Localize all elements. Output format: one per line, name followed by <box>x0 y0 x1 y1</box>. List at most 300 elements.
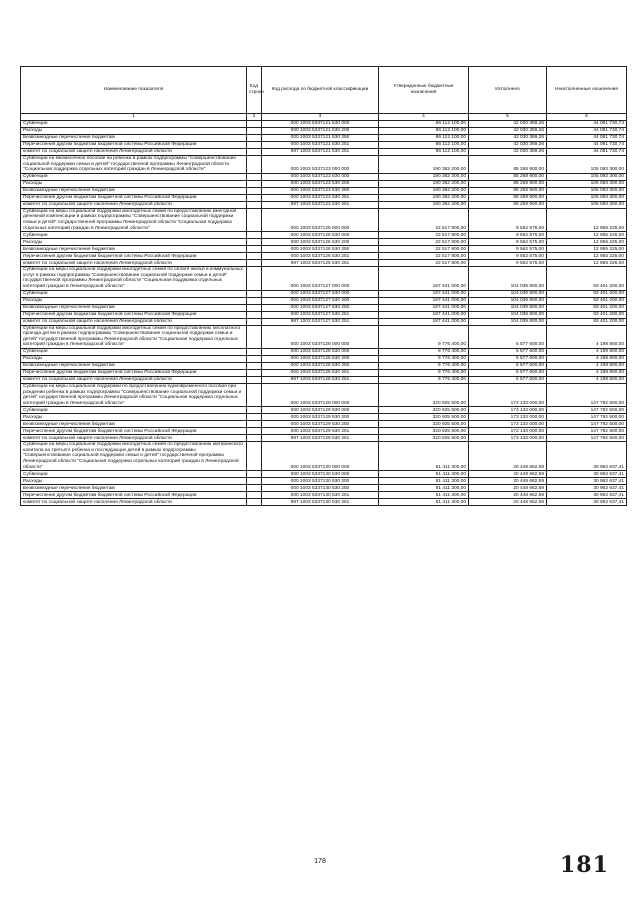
row-line-code <box>247 201 262 208</box>
table-row <box>21 232 627 239</box>
page-number: 178 <box>314 858 326 865</box>
row-approved: 9 776 400,00 <box>379 348 469 355</box>
table-row <box>21 442 627 471</box>
table-row <box>21 304 627 311</box>
row-line-code <box>247 478 262 485</box>
budget-execution-table <box>20 66 627 506</box>
table-row <box>21 253 627 260</box>
row-budget-code: 987 1003 5337121 530 251 <box>262 149 379 156</box>
row-approved: 190 362 200,00 <box>379 156 469 174</box>
row-unexecuted: 4 198 800,00 <box>547 325 627 348</box>
row-approved: 9 776 400,00 <box>379 325 469 348</box>
row-executed: 20 448 662,59 <box>469 442 547 471</box>
row-line-code <box>247 208 262 231</box>
row-name: Безвозмездные перечисления бюджетам <box>21 304 247 311</box>
row-unexecuted: 44 081 730,74 <box>547 135 627 142</box>
row-line-code <box>247 173 262 180</box>
row-approved: 51 411 300,00 <box>379 499 469 506</box>
column-number: 3 <box>262 114 379 121</box>
row-name: Субвенции <box>21 348 247 355</box>
row-unexecuted: 44 081 730,74 <box>547 149 627 156</box>
table-row <box>21 311 627 318</box>
row-budget-code: 000 1003 5337126 530 200 <box>262 239 379 246</box>
row-budget-code: 000 1003 5337126 530 251 <box>262 253 379 260</box>
header-unexecuted: Неисполненные назначения <box>547 67 627 114</box>
row-executed: 9 562 575,00 <box>469 232 547 239</box>
row-unexecuted: 12 955 225,00 <box>547 232 627 239</box>
row-unexecuted: 30 962 637,41 <box>547 499 627 506</box>
row-budget-code: 000 1003 5337129 000 000 <box>262 383 379 406</box>
row-name: Расходы <box>21 297 247 304</box>
table-row <box>21 128 627 135</box>
row-line-code <box>247 239 262 246</box>
row-budget-code: 000 1003 5337128 530 250 <box>262 362 379 369</box>
table-row <box>21 435 627 442</box>
row-approved: 187 441 000,00 <box>379 318 469 325</box>
row-executed: 42 030 369,26 <box>469 149 547 156</box>
row-budget-code: 000 1003 5337128 000 000 <box>262 325 379 348</box>
row-line-code <box>247 194 262 201</box>
header-line-code: Код строки <box>247 67 262 114</box>
table-row <box>21 142 627 149</box>
row-name: Субвенции <box>21 173 247 180</box>
row-name: Перечисления другим бюджетам бюджетной системы Российской Федерации <box>21 253 247 260</box>
table-row <box>21 156 627 174</box>
row-approved: 320 925 500,00 <box>379 383 469 406</box>
header-name: Наименование показателя <box>21 67 247 114</box>
row-name: Расходы <box>21 180 247 187</box>
row-approved: 320 925 500,00 <box>379 435 469 442</box>
row-executed: 173 133 000,00 <box>469 383 547 406</box>
row-budget-code: 987 1003 5337126 530 251 <box>262 260 379 267</box>
row-budget-code: 000 1003 5337128 530 000 <box>262 348 379 355</box>
row-executed: 9 562 575,00 <box>469 239 547 246</box>
row-budget-code: 000 1003 5337130 530 250 <box>262 485 379 492</box>
row-name: Перечисления другим бюджетам бюджетной системы Российской Федерации <box>21 142 247 149</box>
row-name: Субвенции <box>21 290 247 297</box>
table-row <box>21 239 627 246</box>
row-line-code <box>247 421 262 428</box>
row-executed: 42 030 369,26 <box>469 142 547 149</box>
row-budget-code: 000 1003 5337127 530 251 <box>262 311 379 318</box>
table-row <box>21 348 627 355</box>
table-row <box>21 478 627 485</box>
row-budget-code: 000 1003 5337121 530 200 <box>262 128 379 135</box>
column-number: 5 <box>469 114 547 121</box>
row-name: Субвенции <box>21 232 247 239</box>
table-row <box>21 173 627 180</box>
row-budget-code: 987 1003 5337127 530 251 <box>262 318 379 325</box>
row-executed: 20 448 662,59 <box>469 478 547 485</box>
row-approved: 51 411 300,00 <box>379 485 469 492</box>
row-name: Перечисления другим бюджетам бюджетной системы Российской Федерации <box>21 311 247 318</box>
row-budget-code: 000 1003 5337123 000 000 <box>262 156 379 174</box>
row-line-code <box>247 135 262 142</box>
row-unexecuted: 4 198 800,00 <box>547 376 627 383</box>
row-executed: 5 577 600,00 <box>469 325 547 348</box>
row-line-code <box>247 318 262 325</box>
row-unexecuted: 44 081 730,74 <box>547 128 627 135</box>
row-name: Безвозмездные перечисления бюджетам <box>21 362 247 369</box>
row-line-code <box>247 128 262 135</box>
row-unexecuted: 30 962 637,41 <box>547 485 627 492</box>
row-executed: 9 562 575,00 <box>469 260 547 267</box>
row-line-code <box>247 348 262 355</box>
row-line-code <box>247 304 262 311</box>
row-approved: 320 925 500,00 <box>379 407 469 414</box>
row-executed: 104 039 800,00 <box>469 304 547 311</box>
row-unexecuted: 12 955 225,00 <box>547 260 627 267</box>
row-budget-code: 000 1003 5337123 530 000 <box>262 173 379 180</box>
row-approved: 9 776 400,00 <box>379 355 469 362</box>
row-budget-code: 000 1003 5337126 530 000 <box>262 232 379 239</box>
row-budget-code: 000 1003 5337121 530 251 <box>262 142 379 149</box>
row-approved: 190 362 200,00 <box>379 173 469 180</box>
row-unexecuted: 4 198 800,00 <box>547 369 627 376</box>
row-unexecuted: 4 198 800,00 <box>547 355 627 362</box>
row-unexecuted: 147 792 500,00 <box>547 421 627 428</box>
row-approved: 51 411 300,00 <box>379 478 469 485</box>
row-line-code <box>247 121 262 128</box>
row-budget-code: 000 1003 5337130 000 000 <box>262 442 379 471</box>
row-line-code <box>247 407 262 414</box>
row-line-code <box>247 492 262 499</box>
row-unexecuted: 105 093 300,00 <box>547 173 627 180</box>
row-name: Субвенции на меры социальной поддержки многодетных семей по предоставлению ежегодной денежной компенсации в рамках подпрограммы "Совершенствование социальной поддержки семьи и детей" государственной программы Ленинградской области "Социальная поддержка отдельных категорий граждан в Ленинградской области" <box>21 208 247 231</box>
row-unexecuted: 83 401 200,00 <box>547 304 627 311</box>
row-name: комитет по социальной защите населения Ленинградской области <box>21 201 247 208</box>
row-executed: 173 133 000,00 <box>469 421 547 428</box>
row-budget-code: 987 1003 5337129 530 251 <box>262 435 379 442</box>
table-row <box>21 471 627 478</box>
row-approved: 86 112 100,00 <box>379 121 469 128</box>
row-unexecuted: 30 962 637,41 <box>547 442 627 471</box>
row-budget-code: 000 1003 5337129 530 250 <box>262 421 379 428</box>
table-body <box>21 121 627 506</box>
row-line-code <box>247 311 262 318</box>
row-unexecuted: 83 401 200,00 <box>547 297 627 304</box>
row-approved: 190 362 200,00 <box>379 194 469 201</box>
row-executed: 85 268 900,00 <box>469 187 547 194</box>
row-unexecuted: 30 962 637,41 <box>547 471 627 478</box>
row-executed: 5 577 600,00 <box>469 376 547 383</box>
row-unexecuted: 83 401 200,00 <box>547 290 627 297</box>
table-row <box>21 121 627 128</box>
table-row <box>21 318 627 325</box>
row-budget-code: 987 1003 5337128 530 251 <box>262 376 379 383</box>
row-executed: 85 268 900,00 <box>469 194 547 201</box>
row-budget-code: 987 1003 5337123 530 251 <box>262 201 379 208</box>
row-line-code <box>247 485 262 492</box>
row-unexecuted: 4 198 800,00 <box>547 348 627 355</box>
row-line-code <box>247 187 262 194</box>
table-row <box>21 355 627 362</box>
row-executed: 85 268 900,00 <box>469 156 547 174</box>
row-approved: 190 362 200,00 <box>379 180 469 187</box>
table-row <box>21 376 627 383</box>
row-unexecuted: 147 792 500,00 <box>547 414 627 421</box>
row-name: Расходы <box>21 128 247 135</box>
table-row <box>21 499 627 506</box>
handwritten-page-stamp: 181 <box>560 852 609 878</box>
row-budget-code: 000 1003 5337130 530 000 <box>262 471 379 478</box>
row-line-code <box>247 362 262 369</box>
row-approved: 86 112 100,00 <box>379 128 469 135</box>
row-executed: 85 268 900,00 <box>469 201 547 208</box>
row-unexecuted: 30 962 637,41 <box>547 492 627 499</box>
row-executed: 42 030 369,26 <box>469 135 547 142</box>
row-executed: 173 133 000,00 <box>469 435 547 442</box>
row-unexecuted: 147 792 500,00 <box>547 407 627 414</box>
row-name: Субвенции <box>21 407 247 414</box>
row-unexecuted: 147 792 500,00 <box>547 383 627 406</box>
table-row <box>21 414 627 421</box>
row-unexecuted: 12 955 225,00 <box>547 208 627 231</box>
row-approved: 187 441 000,00 <box>379 311 469 318</box>
row-approved: 190 362 200,00 <box>379 187 469 194</box>
table-row <box>21 485 627 492</box>
column-number: 1 <box>21 114 247 121</box>
row-approved: 187 441 000,00 <box>379 297 469 304</box>
table-row <box>21 260 627 267</box>
row-name: Безвозмездные перечисления бюджетам <box>21 485 247 492</box>
row-name: Безвозмездные перечисления бюджетам <box>21 246 247 253</box>
column-number: 4 <box>379 114 469 121</box>
row-unexecuted: 105 093 300,00 <box>547 187 627 194</box>
row-executed: 9 562 575,00 <box>469 208 547 231</box>
row-unexecuted: 30 962 637,41 <box>547 478 627 485</box>
row-executed: 85 268 900,00 <box>469 180 547 187</box>
table-row <box>21 180 627 187</box>
row-name: Безвозмездные перечисления бюджетам <box>21 421 247 428</box>
row-budget-code: 000 1003 5337128 530 200 <box>262 355 379 362</box>
row-budget-code: 000 1003 5337126 530 250 <box>262 246 379 253</box>
row-budget-code: 000 1003 5337130 530 251 <box>262 492 379 499</box>
row-line-code <box>247 260 262 267</box>
row-executed: 173 133 000,00 <box>469 414 547 421</box>
row-executed: 5 577 600,00 <box>469 369 547 376</box>
row-approved: 86 112 100,00 <box>379 135 469 142</box>
row-name: комитет по социальной защите населения Ленинградской области <box>21 435 247 442</box>
row-budget-code: 000 1003 5337123 530 200 <box>262 180 379 187</box>
row-unexecuted: 12 955 225,00 <box>547 239 627 246</box>
row-approved: 22 517 800,00 <box>379 208 469 231</box>
table-row <box>21 149 627 156</box>
row-name: комитет по социальной защите населения Ленинградской области <box>21 149 247 156</box>
row-approved: 187 441 000,00 <box>379 267 469 290</box>
table-row <box>21 369 627 376</box>
row-executed: 9 562 575,00 <box>469 246 547 253</box>
row-budget-code: 000 1003 5337121 530 000 <box>262 121 379 128</box>
row-budget-code: 000 1003 5337129 530 251 <box>262 428 379 435</box>
row-name: Перечисления другим бюджетам бюджетной системы Российской Федерации <box>21 194 247 201</box>
table-row <box>21 187 627 194</box>
table-row <box>21 383 627 406</box>
table-row <box>21 135 627 142</box>
row-executed: 173 133 000,00 <box>469 407 547 414</box>
row-line-code <box>247 290 262 297</box>
row-unexecuted: 105 093 300,00 <box>547 180 627 187</box>
row-name: комитет по социальной защите населения Ленинградской области <box>21 376 247 383</box>
row-budget-code: 987 1003 5337130 530 251 <box>262 499 379 506</box>
row-approved: 187 441 000,00 <box>379 304 469 311</box>
row-unexecuted: 83 401 200,00 <box>547 311 627 318</box>
row-unexecuted: 4 198 800,00 <box>547 362 627 369</box>
row-line-code <box>247 267 262 290</box>
row-executed: 5 577 600,00 <box>469 362 547 369</box>
table-row <box>21 290 627 297</box>
row-approved: 86 112 100,00 <box>379 149 469 156</box>
row-name: Субвенции <box>21 121 247 128</box>
row-executed: 20 448 662,59 <box>469 471 547 478</box>
row-budget-code: 000 1003 5337129 530 000 <box>262 407 379 414</box>
row-line-code <box>247 156 262 174</box>
row-line-code <box>247 428 262 435</box>
row-name: Субвенции на меры социальной поддержки многодетных семей по предоставлению бесплатного проезда детям в рамках подпрограммы "Совершенствование социальной поддержки семьи и детей" государственной программы Ленинградской области "Социальная поддержка отдельных категорий граждан в Ленинградской области" <box>21 325 247 348</box>
row-unexecuted: 44 081 730,74 <box>547 142 627 149</box>
row-name: Перечисления другим бюджетам бюджетной системы Российской Федерации <box>21 492 247 499</box>
row-approved: 51 411 300,00 <box>379 492 469 499</box>
row-unexecuted: 105 093 300,00 <box>547 156 627 174</box>
row-executed: 173 133 000,00 <box>469 428 547 435</box>
row-line-code <box>247 180 262 187</box>
row-approved: 320 925 500,00 <box>379 428 469 435</box>
row-name: Перечисления другим бюджетам бюджетной системы Российской Федерации <box>21 369 247 376</box>
table-row <box>21 246 627 253</box>
header-budget-code: Код расхода по бюджетной классификации <box>262 67 379 114</box>
table-row <box>21 194 627 201</box>
row-name: Безвозмездные перечисления бюджетам <box>21 187 247 194</box>
row-name: комитет по социальной защите населения Ленинградской области <box>21 499 247 506</box>
row-budget-code: 000 1003 5337123 530 250 <box>262 187 379 194</box>
row-name: Перечисления другим бюджетам бюджетной системы Российской Федерации <box>21 428 247 435</box>
row-unexecuted: 83 401 200,00 <box>547 318 627 325</box>
row-approved: 320 925 500,00 <box>379 414 469 421</box>
row-unexecuted: 147 792 500,00 <box>547 435 627 442</box>
row-name: Субвенции на меры социальной поддержки по предоставлению единовременного пособия при рождении ребенка в рамках подпрограммы "Совершенствование социальной поддержки семьи и детей" государственной программы Ленинградской области "Социальная поддержка отдельных категорий граждан в Ленинградской области" <box>21 383 247 406</box>
row-executed: 42 030 369,26 <box>469 121 547 128</box>
row-approved: 320 925 500,00 <box>379 421 469 428</box>
column-number: 6 <box>547 114 627 121</box>
row-name: Субвенции на меры социальной поддержки многодетных семей по предоставлению материнского капитала на третьего ребенка и последующих детей в рамках подпрограммы "Совершенствование социальной поддержки семьи и детей" государственной программы Ленинградской области "Социальная поддержка отдельных категорий граждан в Ленинградской области" <box>21 442 247 471</box>
row-name: Безвозмездные перечисления бюджетам <box>21 135 247 142</box>
row-executed: 104 039 800,00 <box>469 318 547 325</box>
row-line-code <box>247 355 262 362</box>
row-name: комитет по социальной защите населения Ленинградской области <box>21 318 247 325</box>
row-name: Расходы <box>21 414 247 421</box>
row-approved: 9 776 400,00 <box>379 369 469 376</box>
row-executed: 104 039 800,00 <box>469 290 547 297</box>
row-budget-code: 000 1003 5337121 530 250 <box>262 135 379 142</box>
row-line-code <box>247 246 262 253</box>
row-line-code <box>247 232 262 239</box>
row-executed: 104 039 800,00 <box>469 267 547 290</box>
row-name: Субвенции на меры социальной поддержки многодетных семей по оплате жилья и коммунальных услуг в рамках подпрограммы "Совершенствование социальной поддержки семьи и детей" государственной программы Ленинградской области "Социальная поддержка отдельных категорий граждан в Ленинградской области" <box>21 267 247 290</box>
row-budget-code: 000 1003 5337127 530 000 <box>262 290 379 297</box>
row-approved: 9 776 400,00 <box>379 376 469 383</box>
row-line-code <box>247 149 262 156</box>
row-executed: 42 030 369,26 <box>469 128 547 135</box>
row-approved: 22 517 800,00 <box>379 260 469 267</box>
row-approved: 86 112 100,00 <box>379 142 469 149</box>
table-row <box>21 208 627 231</box>
table-row <box>21 267 627 290</box>
row-executed: 104 039 800,00 <box>469 297 547 304</box>
row-name: Субвенции <box>21 471 247 478</box>
row-unexecuted: 12 955 225,00 <box>547 253 627 260</box>
row-line-code <box>247 471 262 478</box>
row-line-code <box>247 442 262 471</box>
table-row <box>21 201 627 208</box>
row-unexecuted: 105 093 300,00 <box>547 194 627 201</box>
header-approved: Утвержденные бюджетные назначения <box>379 67 469 114</box>
row-approved: 22 517 800,00 <box>379 232 469 239</box>
row-unexecuted: 12 955 225,00 <box>547 246 627 253</box>
table-row <box>21 421 627 428</box>
row-budget-code: 000 1003 5337130 530 200 <box>262 478 379 485</box>
row-line-code <box>247 253 262 260</box>
row-executed: 104 039 800,00 <box>469 311 547 318</box>
row-line-code <box>247 383 262 406</box>
row-name: Расходы <box>21 355 247 362</box>
table-row <box>21 428 627 435</box>
table-row <box>21 325 627 348</box>
row-name: Расходы <box>21 239 247 246</box>
row-executed: 20 448 662,59 <box>469 492 547 499</box>
row-budget-code: 000 1003 5337123 530 251 <box>262 194 379 201</box>
row-approved: 22 517 800,00 <box>379 246 469 253</box>
row-name: Расходы <box>21 478 247 485</box>
row-unexecuted: 44 081 730,74 <box>547 121 627 128</box>
header-executed: Исполнено <box>469 67 547 114</box>
table-row <box>21 297 627 304</box>
row-executed: 5 577 600,00 <box>469 348 547 355</box>
row-name: комитет по социальной защите населения Ленинградской области <box>21 260 247 267</box>
column-number: 2 <box>247 114 262 121</box>
row-approved: 190 362 200,00 <box>379 201 469 208</box>
row-approved: 51 411 300,00 <box>379 442 469 471</box>
row-budget-code: 000 1003 5337127 530 250 <box>262 304 379 311</box>
row-name: Субвенции на ежемесячное пособие на ребенка в рамках подпрограммы "Совершенствование социальной поддержки семьи и детей" государственной программы Ленинградской области "Социальная поддержка отдельных категорий граждан в Ленинградской области" <box>21 156 247 174</box>
row-executed: 20 448 662,59 <box>469 485 547 492</box>
table-row <box>21 362 627 369</box>
row-approved: 9 776 400,00 <box>379 362 469 369</box>
table-header-row <box>21 67 627 114</box>
row-line-code <box>247 499 262 506</box>
row-budget-code: 000 1003 5337129 530 200 <box>262 414 379 421</box>
row-approved: 187 441 000,00 <box>379 290 469 297</box>
row-executed: 9 562 575,00 <box>469 253 547 260</box>
row-budget-code: 000 1003 5337127 000 000 <box>262 267 379 290</box>
row-line-code <box>247 369 262 376</box>
row-line-code <box>247 325 262 348</box>
row-budget-code: 000 1003 5337127 530 200 <box>262 297 379 304</box>
row-line-code <box>247 414 262 421</box>
row-unexecuted: 147 792 500,00 <box>547 428 627 435</box>
row-line-code <box>247 435 262 442</box>
row-approved: 22 517 800,00 <box>379 239 469 246</box>
row-line-code <box>247 376 262 383</box>
row-approved: 51 411 300,00 <box>379 471 469 478</box>
row-line-code <box>247 142 262 149</box>
row-approved: 22 517 800,00 <box>379 253 469 260</box>
row-budget-code: 000 1003 5337126 000 000 <box>262 208 379 231</box>
table-row <box>21 407 627 414</box>
column-number-row <box>21 114 627 121</box>
row-executed: 20 448 662,59 <box>469 499 547 506</box>
table-row <box>21 492 627 499</box>
row-line-code <box>247 297 262 304</box>
